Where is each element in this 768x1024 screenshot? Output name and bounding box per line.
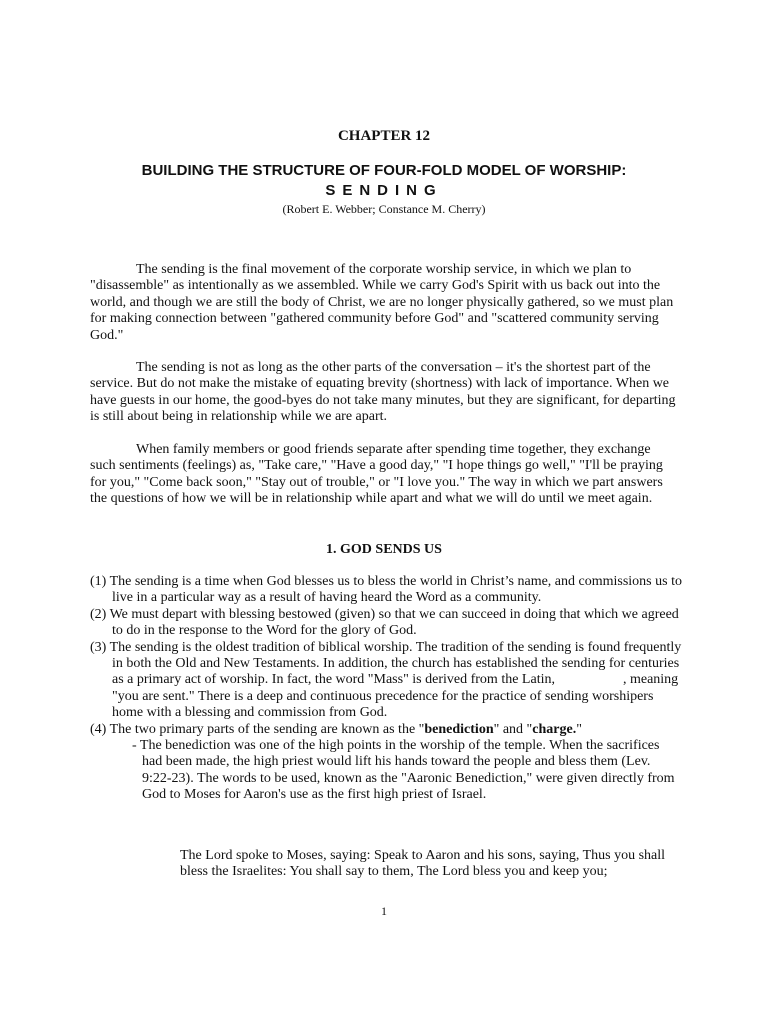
list-item-text: (4) The two primary parts of the sending are known as the " <box>90 721 425 737</box>
sub-list-item: - The benediction was one of the high points in the worship of the temple. When the sacrifices had been made, the high priest would lift his hands toward the people and bless them (Lev. 9:22-23). The words to be used, known as the "Aaronic Benediction," were given directly from God to Moses for Aaron's use as the first high priest of Israel. <box>132 738 675 803</box>
chapter-title: BUILDING THE STRUCTURE OF FOUR-FOLD MODEL OF WORSHIP: <box>141 162 627 179</box>
list-item <box>90 640 682 722</box>
chapter-subtitle: SENDING <box>325 182 443 199</box>
list-item: (1) The sending is a time when God blesses us to bless the world in Christ’s name, and commissions us to live in a particular way as a result of having heard the Word as a community. <box>90 574 682 606</box>
chapter-number: CHAPTER 12 <box>337 128 431 144</box>
intro-paragraph-2: The sending is not as long as the other parts of the conversation – it's the shortest part of the service. But do not make the mistake of equating brevity (shortness) with lack of importance. When we have guests in our home, the good-byes do not take many minutes, but they are significant, for departing is still about being in relationship while we are apart. <box>90 360 676 425</box>
section-heading: 1. GOD SENDS US <box>326 542 442 557</box>
list-item-text: , meaning "you are sent." There is a deep and continuous precedence for the practice of sending worshipers home with a blessing and commission from God. <box>112 672 679 721</box>
scripture-quote: The Lord spoke to Moses, saying: Speak to Aaron and his sons, saying, Thus you shall bless the Israelites: You shall say to them, The Lord bless you and keep you; <box>180 848 666 880</box>
bold-term-charge: charge. <box>532 721 577 737</box>
intro-paragraph-1: The sending is the final movement of the corporate worship service, in which we plan to "disassemble" as intentionally as we assembled. While we carry God's Spirit with us back out into the world, and though we are still the body of Christ, we are no longer physically gathered, so we must plan for making connection between "gathered community before God" and "scattered community serving God." <box>90 262 674 343</box>
list-item <box>90 722 682 738</box>
list-item-text: " and " <box>493 721 533 737</box>
bold-term-benediction: benediction <box>424 721 494 737</box>
authors-line: (Robert E. Webber; Constance M. Cherry) <box>282 202 486 216</box>
numbered-list <box>90 574 682 804</box>
intro-paragraph-3: When family members or good friends separate after spending time together, they exchange such sentiments (feelings) as, "Take care," "Have a good day," "I hope things go well," "I'll be praying for you," "Come back soon," "Stay out of trouble," or "I love you." The way in which we part answers the questions of how we will be in relationship while apart and what we will do until we meet again. <box>90 442 663 507</box>
list-item-text: " <box>576 721 582 737</box>
list-item-text: (3) The sending is the oldest tradition of biblical worship. The tradition of the sending is found frequently in both the Old and New Testaments. In addition, the church has established the sending for centuries as a primary act of worship. In fact, the word "Mass" is derived from the Latin, <box>90 639 682 688</box>
page-number: 1 <box>381 904 387 918</box>
list-item: (2) We must depart with blessing bestowed (given) so that we can succeed in doing that which we agreed to do in the response to the Word for the glory of God. <box>90 606 679 639</box>
